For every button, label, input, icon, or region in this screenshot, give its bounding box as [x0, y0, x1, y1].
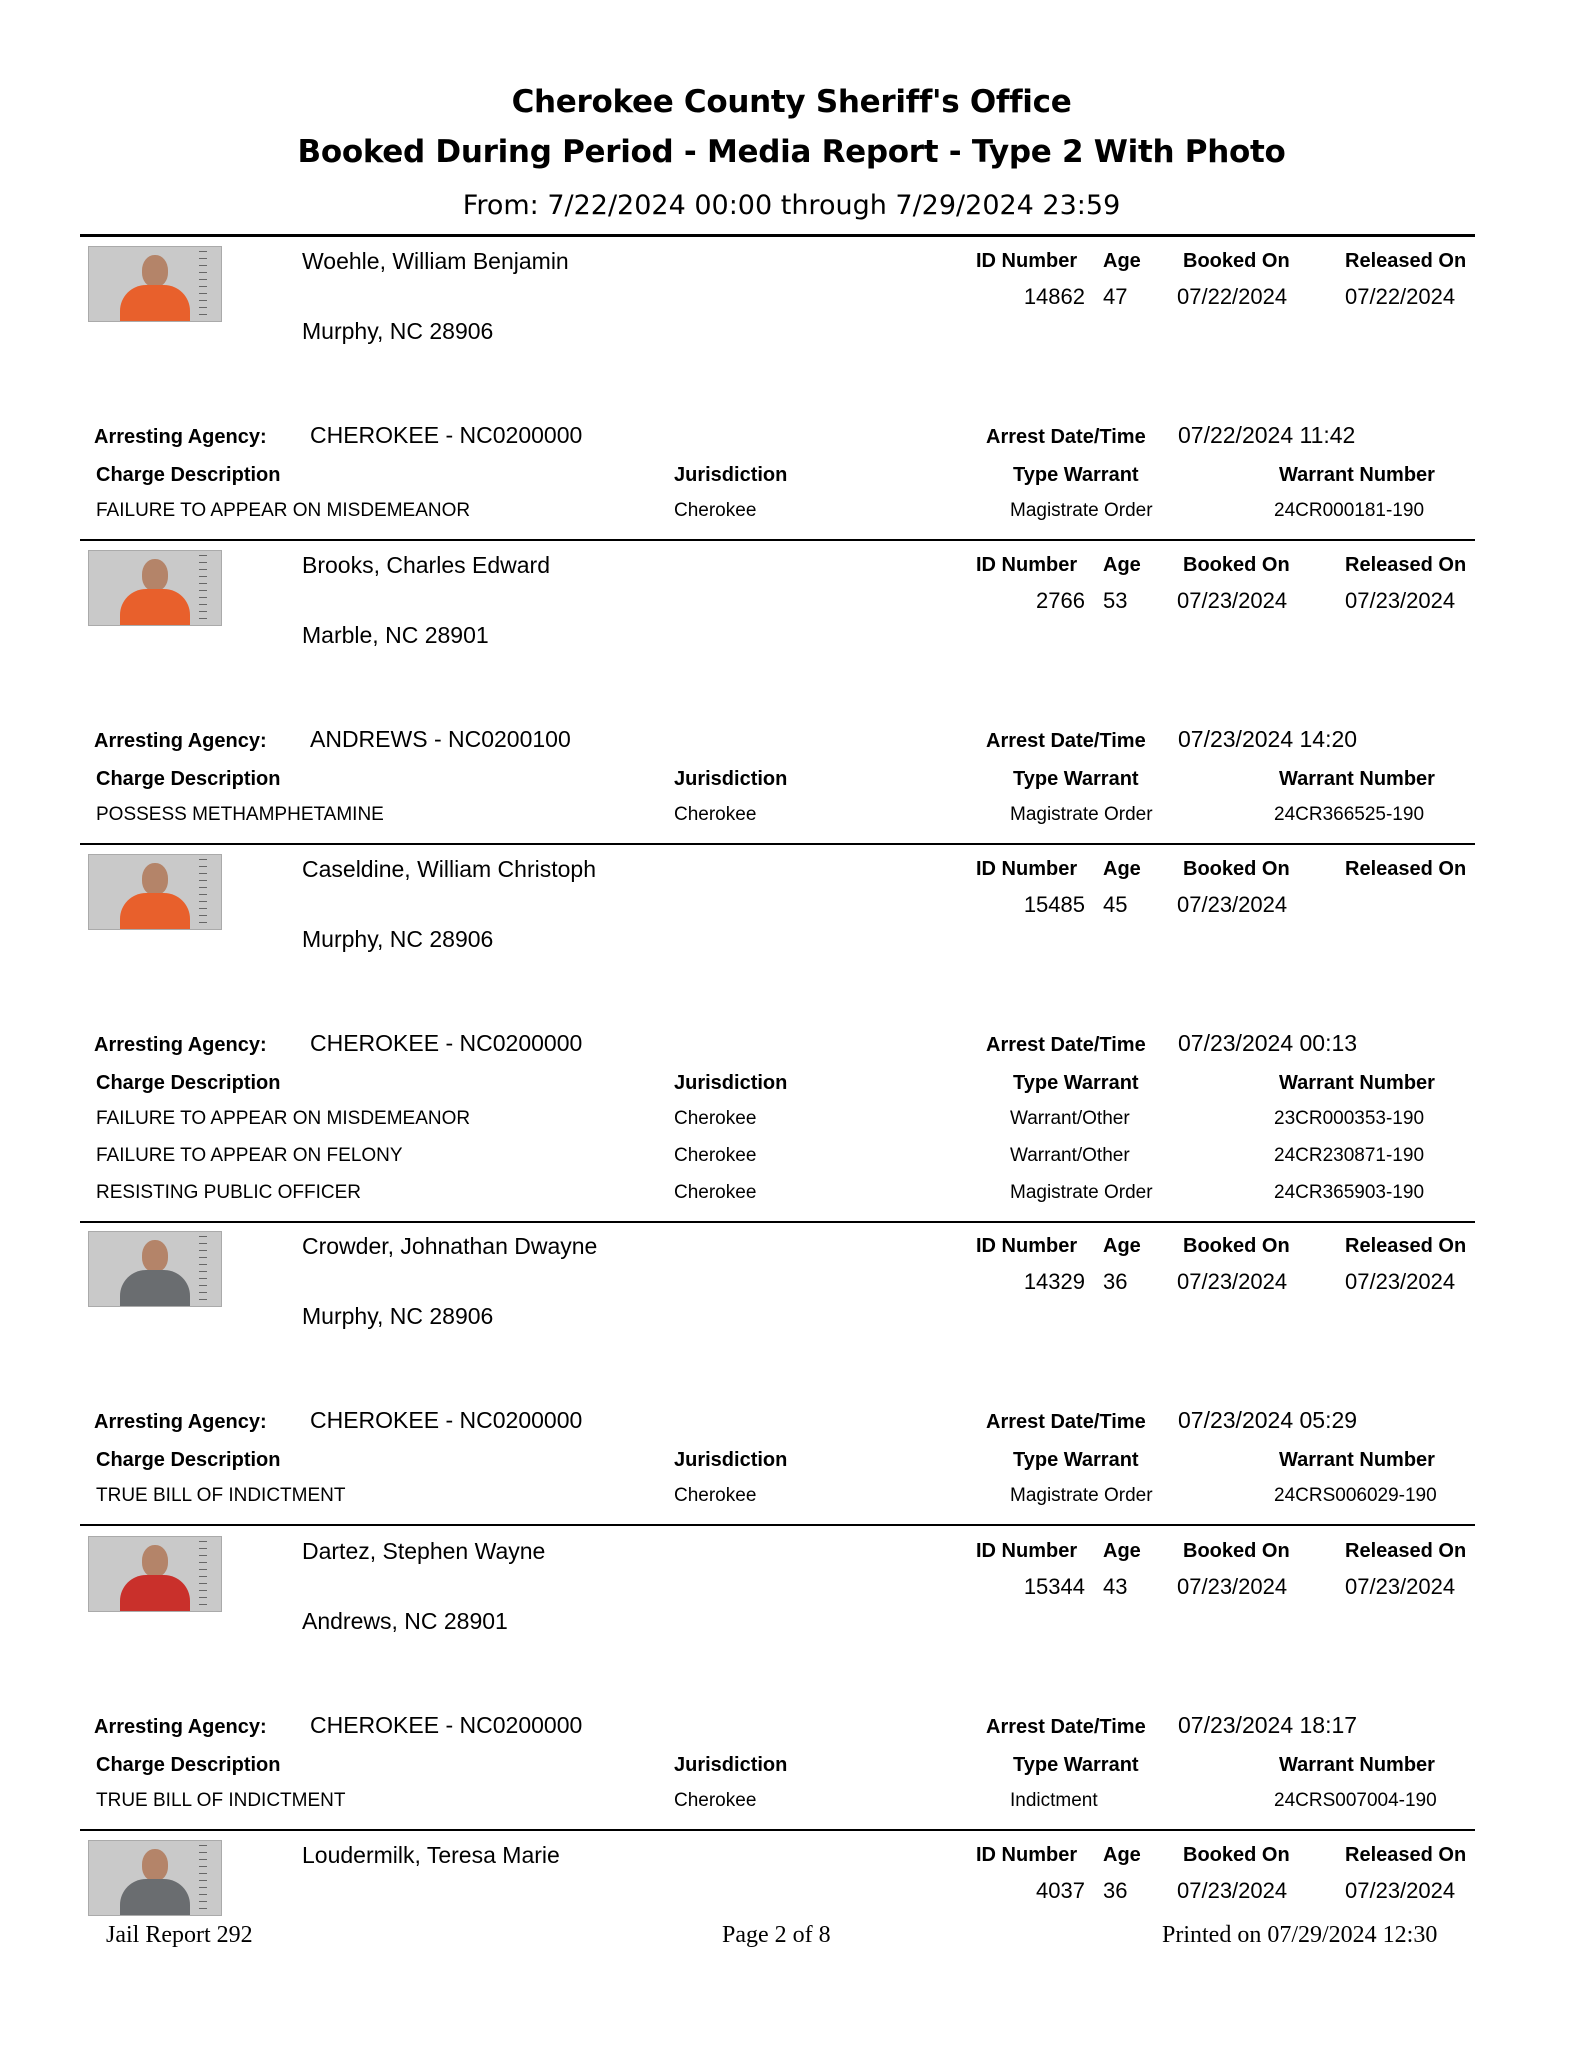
mugshot-head [142, 863, 168, 895]
booked-on-label: Booked On [1183, 1540, 1290, 1562]
mugshot-clothing [120, 1270, 190, 1307]
arrest-datetime-value: 07/23/2024 18:17 [1178, 1712, 1358, 1738]
mugshot-head [142, 1240, 168, 1272]
warrant-number-header: Warrant Number [1279, 1072, 1435, 1094]
booked-on-value: 07/23/2024 [1177, 588, 1288, 613]
charge-type-warrant: Indictment [1010, 1790, 1098, 1811]
type-warrant-header: Type Warrant [1013, 1072, 1139, 1094]
inmate-city: Marble, NC 28901 [302, 622, 489, 648]
released-on-label: Released On [1345, 1235, 1467, 1257]
footer-printed-on: Printed on 07/29/2024 12:30 [1162, 1922, 1438, 1948]
charge-description: FAILURE TO APPEAR ON MISDEMEANOR [96, 500, 471, 521]
height-scale [199, 859, 207, 925]
id-number-value: 15485 [1023, 892, 1085, 917]
height-scale [199, 1236, 207, 1302]
released-on-value: 07/23/2024 [1345, 588, 1456, 613]
record-divider [80, 1524, 1475, 1526]
arresting-agency-value: CHEROKEE - NC0200000 [310, 1030, 583, 1056]
age-label: Age [1103, 554, 1141, 576]
warrant-number-header: Warrant Number [1279, 1449, 1435, 1471]
charge-warrant-number: 24CR000181-190 [1274, 500, 1425, 521]
inmate-city: Murphy, NC 28906 [302, 926, 494, 952]
arresting-agency-value: CHEROKEE - NC0200000 [310, 422, 583, 448]
booked-on-label: Booked On [1183, 858, 1290, 880]
charge-warrant-number: 24CR230871-190 [1274, 1145, 1425, 1166]
mugshot-photo [88, 854, 222, 930]
inmate-city: Andrews, NC 28901 [302, 1608, 508, 1634]
charge-type-warrant: Magistrate Order [1010, 500, 1153, 521]
warrant-number-header: Warrant Number [1279, 768, 1435, 790]
arrest-datetime-value: 07/23/2024 14:20 [1178, 726, 1358, 752]
charge-type-warrant: Warrant/Other [1010, 1108, 1130, 1129]
age-value: 47 [1103, 284, 1128, 309]
released-on-label: Released On [1345, 1540, 1467, 1562]
warrant-number-header: Warrant Number [1279, 1754, 1435, 1776]
mugshot-clothing [120, 1879, 190, 1916]
record-divider [80, 843, 1475, 845]
arrest-datetime-label: Arrest Date/Time [986, 426, 1146, 448]
charge-type-warrant: Magistrate Order [1010, 1485, 1153, 1506]
age-label: Age [1103, 1235, 1141, 1257]
charge-description: FAILURE TO APPEAR ON MISDEMEANOR [96, 1108, 471, 1129]
charge-type-warrant: Magistrate Order [1010, 1182, 1153, 1203]
mugshot-clothing [120, 285, 190, 322]
charge-jurisdiction: Cherokee [674, 804, 757, 825]
age-value: 43 [1103, 1574, 1128, 1599]
type-warrant-header: Type Warrant [1013, 768, 1139, 790]
booked-on-label: Booked On [1183, 1235, 1290, 1257]
mugshot-head [142, 1849, 168, 1881]
released-on-label: Released On [1345, 1844, 1467, 1866]
jurisdiction-header: Jurisdiction [674, 1754, 788, 1776]
age-value: 53 [1103, 588, 1128, 613]
report-subtitle: Booked During Period - Media Report - Type 2 With Photo [297, 134, 1286, 170]
charge-warrant-number: 24CRS007004-190 [1274, 1790, 1437, 1811]
booked-on-value: 07/23/2024 [1177, 892, 1288, 917]
type-warrant-header: Type Warrant [1013, 1754, 1139, 1776]
charge-type-warrant: Warrant/Other [1010, 1145, 1130, 1166]
charge-description: FAILURE TO APPEAR ON FELONY [96, 1145, 403, 1166]
id-number-value: 14329 [1023, 1269, 1085, 1294]
charge-jurisdiction: Cherokee [674, 1182, 757, 1203]
id-number-value: 4037 [1036, 1878, 1085, 1903]
charge-jurisdiction: Cherokee [674, 1145, 757, 1166]
arresting-agency-value: ANDREWS - NC0200100 [310, 726, 571, 752]
inmate-name: Loudermilk, Teresa Marie [302, 1842, 560, 1868]
charge-jurisdiction: Cherokee [674, 1790, 757, 1811]
inmate-city: Murphy, NC 28906 [302, 1303, 494, 1329]
id-number-label: ID Number [976, 1235, 1078, 1257]
charge-description: POSSESS METHAMPHETAMINE [96, 804, 384, 825]
id-number-value: 15344 [1023, 1574, 1085, 1599]
arrest-datetime-value: 07/22/2024 11:42 [1178, 422, 1356, 448]
charge-description-header: Charge Description [96, 464, 281, 486]
released-on-label: Released On [1345, 858, 1467, 880]
inmate-name: Caseldine, William Christoph [302, 856, 596, 882]
mugshot-photo [88, 1840, 222, 1916]
charge-type-warrant: Magistrate Order [1010, 804, 1153, 825]
released-on-label: Released On [1345, 250, 1467, 272]
footer-page-number: Page 2 of 8 [722, 1922, 831, 1948]
id-number-label: ID Number [976, 250, 1078, 272]
age-label: Age [1103, 1540, 1141, 1562]
record-divider [80, 1221, 1475, 1223]
arresting-agency-label: Arresting Agency: [94, 1716, 267, 1738]
record-divider [80, 539, 1475, 541]
id-number-label: ID Number [976, 1540, 1078, 1562]
charge-description-header: Charge Description [96, 1754, 281, 1776]
age-label: Age [1103, 1844, 1141, 1866]
mugshot-clothing [120, 589, 190, 626]
type-warrant-header: Type Warrant [1013, 464, 1139, 486]
charge-jurisdiction: Cherokee [674, 1485, 757, 1506]
footer-report-id: Jail Report 292 [106, 1922, 253, 1948]
header-rule [80, 234, 1475, 237]
height-scale [199, 1845, 207, 1911]
height-scale [199, 555, 207, 621]
charge-warrant-number: 24CR365903-190 [1274, 1182, 1425, 1203]
id-number-value: 2766 [1036, 588, 1085, 613]
released-on-value: 07/22/2024 [1345, 284, 1456, 309]
age-value: 36 [1103, 1269, 1128, 1294]
mugshot-head [142, 255, 168, 287]
mugshot-photo [88, 246, 222, 322]
arrest-datetime-label: Arrest Date/Time [986, 1411, 1146, 1433]
arresting-agency-value: CHEROKEE - NC0200000 [310, 1712, 583, 1738]
booked-on-value: 07/23/2024 [1177, 1878, 1288, 1903]
height-scale [199, 1541, 207, 1607]
age-value: 45 [1103, 892, 1128, 917]
jurisdiction-header: Jurisdiction [674, 1449, 788, 1471]
released-on-value: 07/23/2024 [1345, 1574, 1456, 1599]
jurisdiction-header: Jurisdiction [674, 464, 788, 486]
arrest-datetime-label: Arrest Date/Time [986, 730, 1146, 752]
charge-description-header: Charge Description [96, 768, 281, 790]
booked-on-value: 07/23/2024 [1177, 1574, 1288, 1599]
mugshot-clothing [120, 893, 190, 930]
charge-warrant-number: 24CRS006029-190 [1274, 1485, 1437, 1506]
report-date-range: From: 7/22/2024 00:00 through 7/29/2024 23:59 [462, 190, 1121, 221]
charge-jurisdiction: Cherokee [674, 500, 757, 521]
mugshot-clothing [120, 1575, 190, 1612]
id-number-label: ID Number [976, 858, 1078, 880]
mugshot-photo [88, 550, 222, 626]
booked-on-label: Booked On [1183, 250, 1290, 272]
warrant-number-header: Warrant Number [1279, 464, 1435, 486]
charge-warrant-number: 23CR000353-190 [1274, 1108, 1425, 1129]
charge-description-header: Charge Description [96, 1449, 281, 1471]
charge-description: TRUE BILL OF INDICTMENT [96, 1790, 346, 1811]
charge-description-header: Charge Description [96, 1072, 281, 1094]
id-number-value: 14862 [1023, 284, 1085, 309]
arresting-agency-label: Arresting Agency: [94, 1411, 267, 1433]
inmate-city: Murphy, NC 28906 [302, 318, 494, 344]
arrest-datetime-value: 07/23/2024 00:13 [1178, 1030, 1358, 1056]
charge-description: RESISTING PUBLIC OFFICER [96, 1182, 361, 1203]
booked-on-label: Booked On [1183, 1844, 1290, 1866]
charge-jurisdiction: Cherokee [674, 1108, 757, 1129]
mugshot-photo [88, 1231, 222, 1307]
arresting-agency-label: Arresting Agency: [94, 730, 267, 752]
arrest-datetime-value: 07/23/2024 05:29 [1178, 1407, 1358, 1433]
arrest-datetime-label: Arrest Date/Time [986, 1716, 1146, 1738]
inmate-name: Woehle, William Benjamin [302, 248, 569, 274]
charge-description: TRUE BILL OF INDICTMENT [96, 1485, 346, 1506]
arresting-agency-label: Arresting Agency: [94, 1034, 267, 1056]
mugshot-photo [88, 1536, 222, 1612]
type-warrant-header: Type Warrant [1013, 1449, 1139, 1471]
booked-on-value: 07/23/2024 [1177, 1269, 1288, 1294]
height-scale [199, 251, 207, 317]
mugshot-head [142, 559, 168, 591]
released-on-value: 07/23/2024 [1345, 1269, 1456, 1294]
booked-on-value: 07/22/2024 [1177, 284, 1288, 309]
arresting-agency-value: CHEROKEE - NC0200000 [310, 1407, 583, 1433]
id-number-label: ID Number [976, 1844, 1078, 1866]
charge-warrant-number: 24CR366525-190 [1274, 804, 1425, 825]
released-on-label: Released On [1345, 554, 1467, 576]
arresting-agency-label: Arresting Agency: [94, 426, 267, 448]
inmate-name: Brooks, Charles Edward [302, 552, 550, 578]
jurisdiction-header: Jurisdiction [674, 1072, 788, 1094]
report-title: Cherokee County Sheriff's Office [511, 84, 1072, 120]
record-divider [80, 1829, 1475, 1831]
released-on-value: 07/23/2024 [1345, 1878, 1456, 1903]
mugshot-head [142, 1545, 168, 1577]
jurisdiction-header: Jurisdiction [674, 768, 788, 790]
inmate-name: Crowder, Johnathan Dwayne [302, 1233, 598, 1259]
arrest-datetime-label: Arrest Date/Time [986, 1034, 1146, 1056]
id-number-label: ID Number [976, 554, 1078, 576]
inmate-name: Dartez, Stephen Wayne [302, 1538, 546, 1564]
booked-on-label: Booked On [1183, 554, 1290, 576]
age-label: Age [1103, 858, 1141, 880]
age-label: Age [1103, 250, 1141, 272]
age-value: 36 [1103, 1878, 1128, 1903]
